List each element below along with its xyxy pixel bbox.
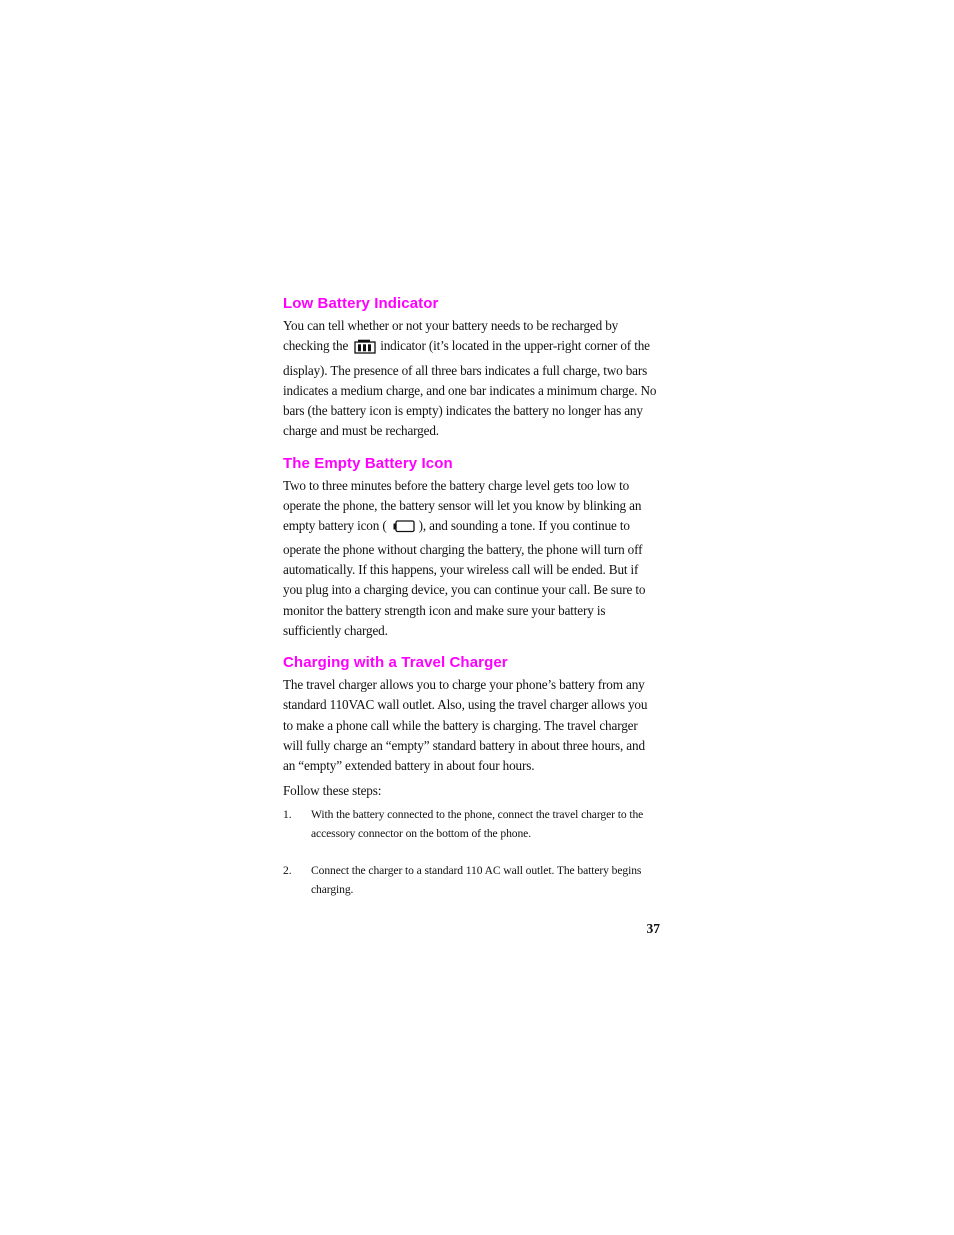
empty-battery-text-end: ), and sounding a tone. If you continue to operate the phone without charging the battery, the phone will turn off automatically. If this happens, your wireless call will be ended. But if you plug into a charging device, you can continue your call. Be sure to monitor the battery strength icon and make sure your battery is sufficiently charged. xyxy=(283,518,646,638)
follow-steps-text: Follow these steps: xyxy=(283,782,382,798)
list-item xyxy=(283,861,660,900)
step-number: 1. xyxy=(283,807,292,821)
page-content xyxy=(283,294,660,900)
step-text: Connect the charger to a standard 110 AC wall outlet. The battery begins charging. xyxy=(311,863,642,897)
page-number: 37 xyxy=(646,921,660,936)
low-battery-text-end: indicator (it’s located in the upper-right corner of the display). The presence of all three bars indicates a full charge, two bars indicates a medium charge, and one bar indicates a minimum charge. No bars (the battery icon is empty) indicates the battery no longer has any charge and must be recharged. xyxy=(283,338,657,439)
battery-full-icon xyxy=(354,339,376,360)
step-text: With the battery connected to the phone, connect the travel charger to the accessory connector on the bottom of the phone. xyxy=(311,807,644,841)
low-battery-paragraph xyxy=(283,316,660,442)
travel-charger-paragraph: The travel charger allows you to charge your phone’s battery from any standard 110VAC wall outlet. Also, using the travel charger allows you to make a phone call while the battery is charging. The travel charger will fully charge an “empty” standard battery in about three hours, and an “empty” extended battery in about four hours. xyxy=(283,677,648,774)
heading-charging-travel-charger: Charging with a Travel Charger xyxy=(283,654,508,672)
low-battery-text-start: You can tell whether or not your battery needs to be recharged by checking the xyxy=(283,318,619,354)
heading-empty-battery-icon: The Empty Battery Icon xyxy=(283,454,453,472)
empty-battery-text-start: Two to three minutes before the battery charge level gets too low to operate the phone, the battery sensor will let you know by blinking an empty battery icon ( xyxy=(283,477,642,534)
steps-list xyxy=(283,805,660,900)
empty-battery-paragraph xyxy=(283,476,660,641)
heading-low-battery-indicator: Low Battery Indicator xyxy=(283,295,439,312)
list-item xyxy=(283,805,660,844)
step-number: 2. xyxy=(283,863,292,877)
battery-empty-icon xyxy=(393,519,415,539)
